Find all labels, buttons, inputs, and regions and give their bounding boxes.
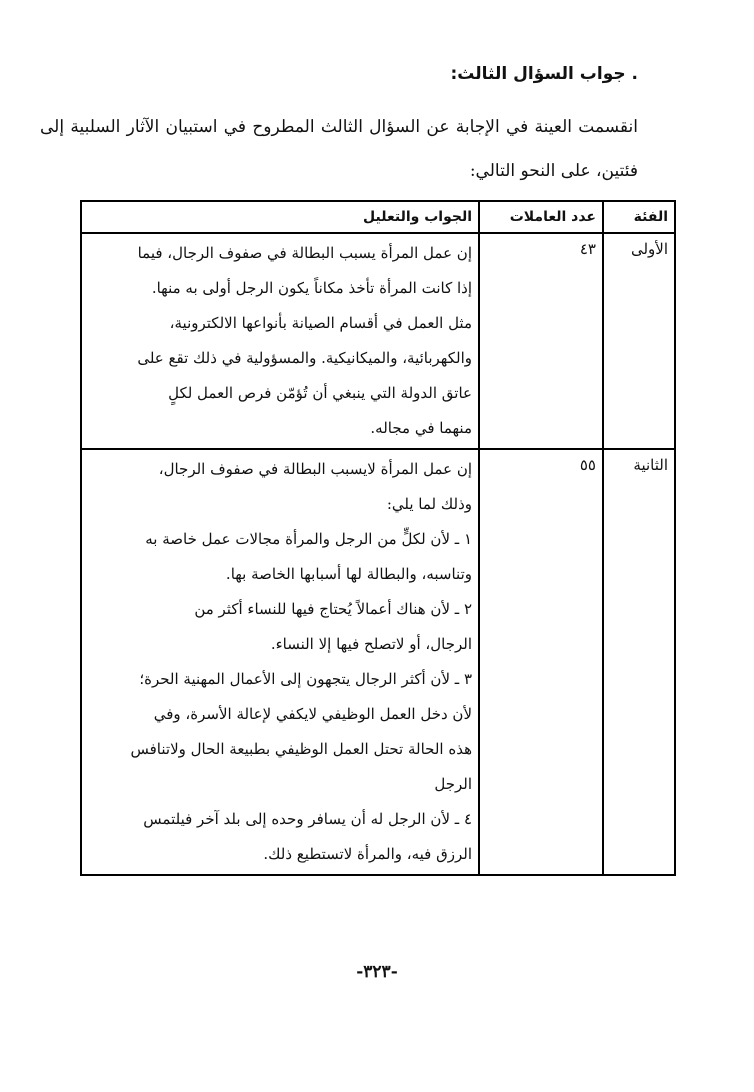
- answer-line: وتناسبه، والبطالة لها أسبابها الخاصة بها.: [225, 565, 472, 583]
- answer-line: ٤ ـ لأن الرجل له أن يسافر وحده إلى بلد آخر فيلتمس: [143, 810, 472, 828]
- section-heading: . جواب السؤال الثالث:: [450, 64, 638, 84]
- answer-line: منهما في مجاله.: [370, 419, 472, 437]
- answer-line: الرجال، أو لاتصلح فيها إلا النساء.: [270, 635, 472, 653]
- header-category: الفئة: [603, 201, 675, 233]
- answer-line: إن عمل المرأة لايسبب البطالة في صفوف الرجال،: [158, 460, 472, 478]
- header-count: عدد العاملات: [479, 201, 603, 233]
- answer-line: ٢ ـ لأن هناك أعمالاً يُحتاج فيها للنساء أكثر من: [194, 600, 472, 618]
- answer-cell: [81, 233, 479, 449]
- answer-line: هذه الحالة تحتل العمل الوظيفي بطبيعة الحال ولاتنافس: [130, 740, 472, 758]
- answer-line: ١ ـ لأن لكلٍّ من الرجل والمرأة مجالات عمل خاصة به: [145, 530, 472, 548]
- answer-line: ٣ ـ لأن أكثر الرجال يتجهون إلى الأعمال المهنية الحرة؛: [139, 670, 472, 688]
- answer-line: وذلك لما يلي:: [386, 495, 472, 513]
- category-cell: الثانية: [603, 449, 675, 875]
- answer-line: لأن دخل العمل الوظيفي لايكفي لإعالة الأسرة، وفي: [153, 705, 472, 723]
- answer-line: إن عمل المرأة يسبب البطالة في صفوف الرجال، فيما: [137, 244, 472, 262]
- count-cell: ٥٥: [479, 449, 603, 875]
- table-row-second: [81, 449, 675, 875]
- count-cell: ٤٣: [479, 233, 603, 449]
- category-cell: الأولى: [603, 233, 675, 449]
- table-row-first: [81, 233, 675, 449]
- header-answer: الجواب والتعليل: [81, 201, 479, 233]
- intro-paragraph: انقسمت العينة في الإجابة عن السؤال الثالث المطروح في استبيان الآثار السلبية إلى فئتين، على النحو التالي:: [40, 117, 638, 181]
- answer-line: الرزق فيه، والمرأة لاتستطيع ذلك.: [263, 845, 472, 863]
- answer-line: عاتق الدولة التي ينبغي أن تُؤمّن فرص العمل لكلٍ: [168, 384, 472, 402]
- answer-line: مثل العمل في أقسام الصيانة بأنواعها الالكترونية،: [169, 314, 472, 332]
- answer-cell: [81, 449, 479, 875]
- table-header-row: [81, 201, 675, 233]
- answer-line: والكهربائية، والميكانيكية. والمسؤولية في ذلك تقع على: [137, 349, 472, 367]
- results-table: [80, 200, 676, 876]
- answer-line: الرجل: [434, 775, 472, 793]
- answer-line: إذا كانت المرأة تأخذ مكاناً يكون الرجل أولى به منها.: [151, 279, 472, 297]
- page-number: -٣٢٣-: [356, 962, 398, 982]
